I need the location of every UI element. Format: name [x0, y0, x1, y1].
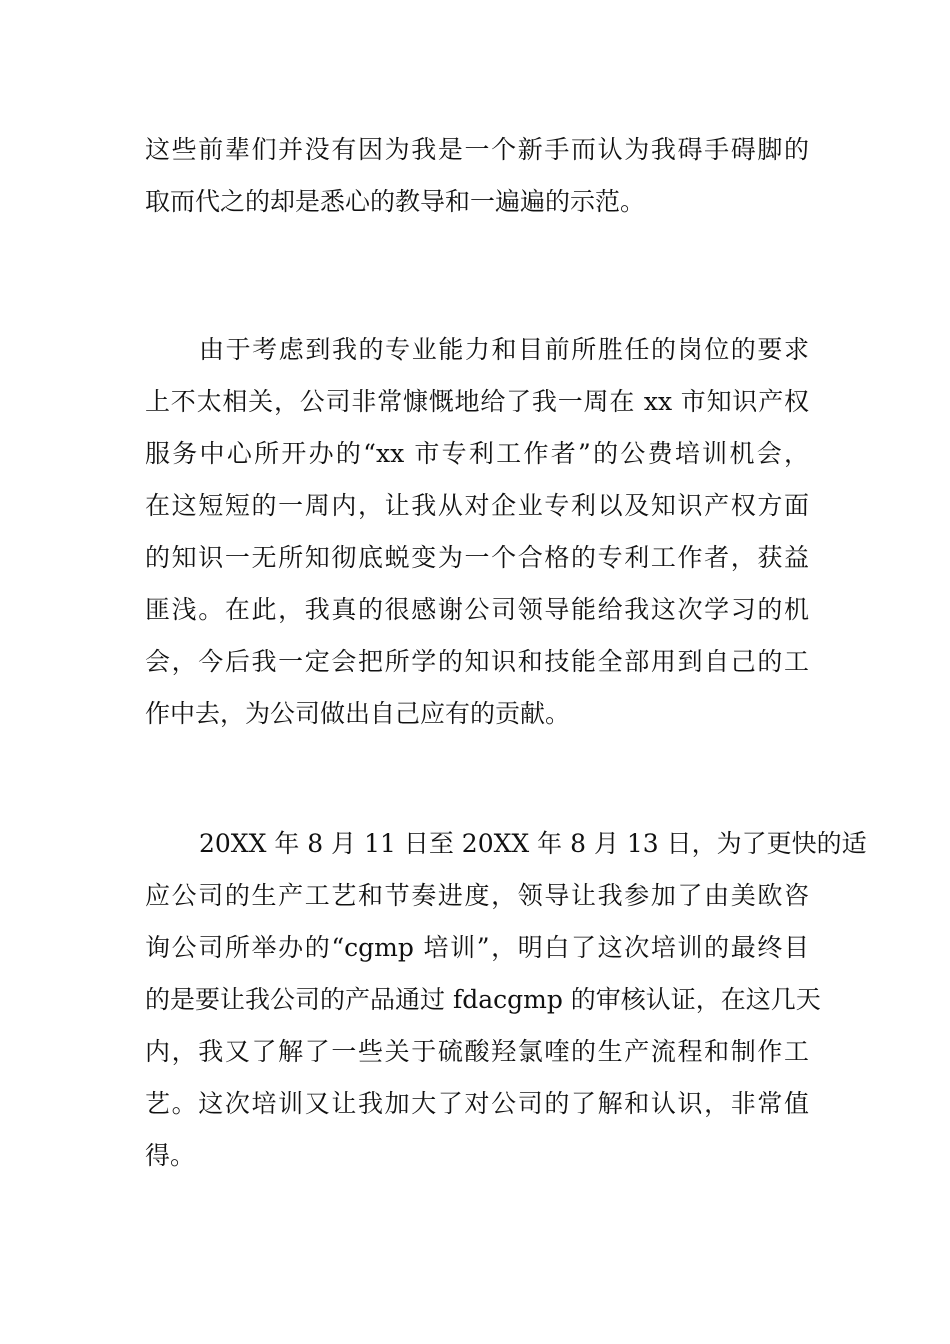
text-line: 取而代之的却是悉心的教导和一遍遍的示范。	[145, 187, 646, 216]
text-line: 在这短短的一周内，让我从对企业专利以及知识产权方面	[145, 491, 809, 520]
text-line: 应公司的生产工艺和节奏进度，领导让我参加了由美欧咨	[145, 881, 809, 910]
text-line: 由于考虑到我的专业能力和目前所胜任的岗位的要求	[199, 335, 809, 364]
paragraph-1	[145, 124, 809, 228]
text-line: 得。	[145, 1141, 196, 1170]
text-line: 内，我又了解了一些关于硫酸羟氯喹的生产流程和制作工	[145, 1037, 809, 1066]
text-line: 服务中心所开办的“xx 市专利工作者”的公费培训机会，	[145, 439, 809, 468]
text-line: 20XX 年 8 月 11 日至 20XX 年 8 月 13 日，为了更快的适	[199, 829, 867, 858]
paragraph-3	[145, 818, 867, 1182]
text-line: 上不太相关，公司非常慷慨地给了我一周在 xx 市知识产权	[145, 387, 809, 416]
text-line: 匪浅。在此，我真的很感谢公司领导能给我这次学习的机	[145, 595, 809, 624]
text-line: 作中去，为公司做出自己应有的贡献。	[145, 699, 571, 728]
text-line: 的知识一无所知彻底蜕变为一个合格的专利工作者，获益	[145, 543, 809, 572]
text-line: 这些前辈们并没有因为我是一个新手而认为我碍手碍脚的	[145, 135, 809, 164]
text-line: 询公司所举办的“cgmp 培训”，明白了这次培训的最终目	[145, 933, 809, 962]
text-line: 的是要让我公司的产品通过 fdacgmp 的审核认证，在这几天	[145, 985, 821, 1014]
text-line: 会，今后我一定会把所学的知识和技能全部用到自己的工	[145, 647, 809, 676]
paragraph-2	[145, 324, 809, 740]
text-line: 艺。这次培训又让我加大了对公司的了解和认识，非常值	[145, 1089, 809, 1118]
